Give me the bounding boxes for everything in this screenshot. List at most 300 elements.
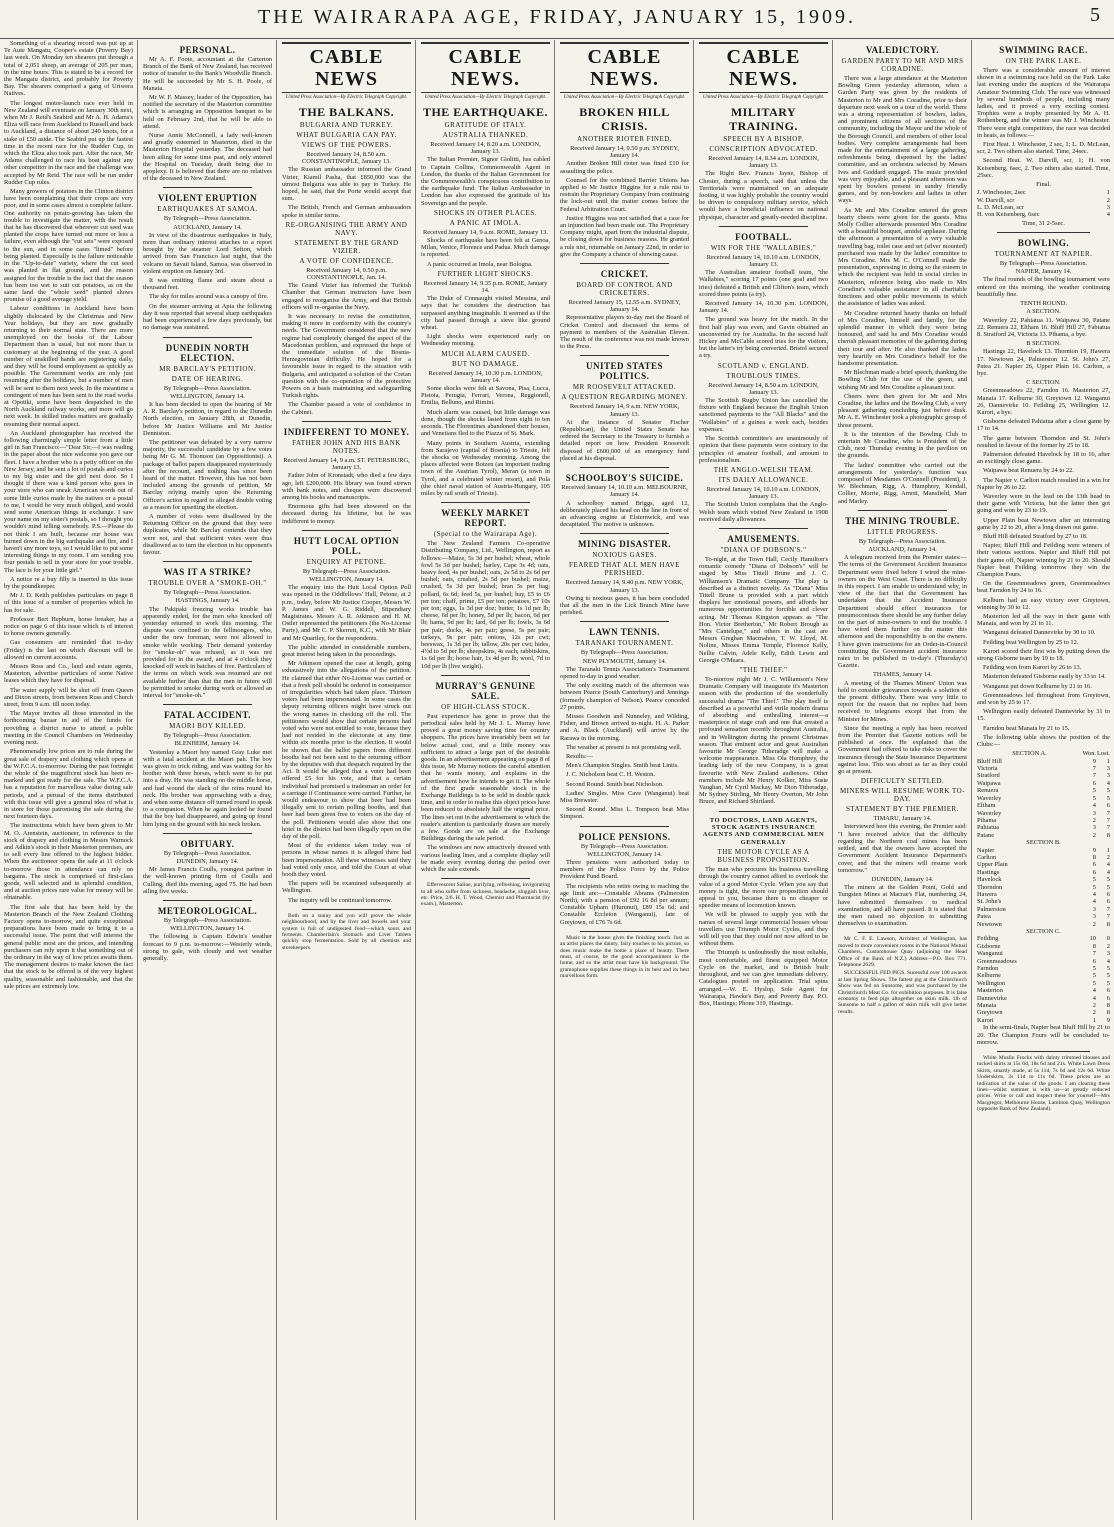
dateline: WELLINGTON, January 14.: [170, 925, 245, 933]
club-cell: Pahiatua: [977, 824, 1000, 832]
paragraph: Phenomenally low prices are to rule during the great sale of drapery and clothing which opens at the W.F.C.A. to-morrow. During the past fortnight the whole of the magnificent stock has been re-marked and got ready for the sale. The W.F.C.A. has a reputation for marvellous value during sale periods, and a perusal of the items distributed with this issue will give a general idea of what is in store for those patronising the sale during the next fourteen days.: [4, 748, 133, 821]
won-cell: 4: [1092, 890, 1096, 898]
credit-line: By Telegraph—Press Association.: [302, 567, 391, 575]
section-header: CABLE NEWS: [282, 42, 411, 93]
lost-cell: 4: [1106, 957, 1110, 965]
paragraph: To-night, at the Town Hall, Cecily Hamilton's romantic comedy "Diana of Dobson's" will be staged by Miss Tittell Brune and J. C. Williamson's Dramatic Company. The play is described as a distinct novelty. As "Diana" Miss Tittell Brune is provided with a part which displays her emotional powers, and affords her numerous opportunities for forcible and clever acting. Mr Thomas Kingston appears as "The Hon. Victor Bretherton," Mr Robert Brough as "Mrs Cantelupe," and others in the cast are Messrs Greghan Macmahon, T. W. Lloyd, M. Noline, Misses Emma Temple, Florence Kelly, Nellie Calvin, Adele Kelly, Edith Lewis and Georgie O'Meara.: [699, 555, 828, 664]
result-paragraph: Waverley were in the lead on the 13th head in their game with Victoria, but the latter then got going and won by 23 to 19.: [977, 492, 1110, 515]
column-2: [139, 40, 276, 1520]
table-row: [977, 772, 1110, 779]
lost-cell: 4: [1106, 868, 1110, 876]
article-subheading: MUCH ALARM CAUSED.: [441, 349, 530, 358]
advertisement: Mr C. F. E. Lawson, Architect of Wellington, has moved to more convenient rooms in the National Mutual Chambers, Customhouse Quay (adjoining the Head Office of the Bank of N.Z.) Address—P.O. Box 771. Telephone 2629.: [838, 936, 967, 968]
lost-cell: 7: [1106, 816, 1110, 824]
article-heading: BOWLING.: [1017, 238, 1070, 249]
result-paragraph: The Napier v. Carlton match resulted in a win for Napier by 26 to 22.: [977, 476, 1110, 491]
club-cell: Napier: [977, 846, 995, 854]
heat-label: Final.: [1036, 181, 1051, 189]
paragraph: The ground was heavy for the match. In the first half play was even, and Gavin obtained an unconverted try for Australia. In the second half Hickey and McCable scored tries for the visitors, but the latter's try being converted. Bristol secured a try.: [699, 316, 828, 360]
paragraph: Father John of Kronstadt, who died a few days ago, left £200,000. His library was found strewn with bank notes, and cheques were discovered among his books and manuscripts.: [282, 472, 411, 501]
article-heading: AMUSEMENTS.: [727, 533, 800, 544]
article-subheading: "THE THIEF.": [739, 665, 788, 674]
won-cell: 10: [1089, 935, 1096, 943]
dateline: AUCKLAND, January 14.: [868, 545, 937, 553]
paragraph: There was a considerable amount of interest shown in a swimming race held on the Park Lake last evening under the auspices of the Wairarapa Amateur Swimming Club. The race was witnessed by several hundreds of people, including many ladies, and it proved a very exciting contest. Trophies were a trophy presented by Mr A. H. Rothenberg, and the winner was Mr J. Winchester. There were eight competitors, the race was decided in heats, as follows:—: [977, 67, 1110, 139]
result-paragraph: The game between Thorndon and St. John's resulted in favour of the former by 25 to 18.: [977, 434, 1110, 449]
divider: [302, 909, 391, 910]
won-cell: 3: [1092, 913, 1096, 921]
table-row: [977, 891, 1110, 898]
table-row: [977, 950, 1110, 957]
paragraph: The final rounds of the bowling tournament were entered on this morning, the weather continuing beautifully fine.: [977, 276, 1110, 298]
lost-cell: 5: [1106, 883, 1110, 891]
dateline: TIMARU, January 14.: [873, 815, 932, 823]
article-heading: FATAL ACCIDENT.: [164, 710, 251, 721]
paragraph: Many growers of potatoes in the Clinton district have been complaining that their crops are very poor, and in some cases almost a complete failure. One authority on potato-growing has taken the trouble to investigate the matter, with the result that he has discovered that wherever cut seed was planted the crops have turned out more or less a failure, even although the "cut sets" were exposed to the sun, and in some cases "limed" before being planted. Especially is the failure noticeable in the "Up-to-date" variety, where the cut seed was planted in flat ground, and the reason assigned for the trouble is the fact that the season has been too wet to suit cut potatoes, as on the same land the "whole seed" planted shows promise of a good average yield.: [4, 188, 134, 304]
paragraph: Hastings 22, Havelock 13. Thornton 19, Hawera 17. Newtown 24, Palmerston 12. St. John's 27, Patea 21. Napier 26, Upper Plain 16. Carlton, a bye.: [977, 348, 1110, 377]
paragraph: Cheers were then given for Mr and Mrs Coradine, the ladies and the Bowling Club, a very pleasant gathering concluding just before dusk. Mr A. E. Winchester took a photographic group of those present.: [838, 392, 967, 429]
lost-cell: 7: [1106, 809, 1110, 817]
advertisement: Music in the house gives the finishing touch. Just as an artist places the dainty, fairy touches to his picture, so does music make the home a place of beauty. There must, of course, be the good accompaniment in the home, and so the artist must have his background. The gramophone supplies these things in its best and its best marvellous form.: [560, 934, 689, 980]
column-header: SECTION A.: [1012, 750, 1047, 758]
paragraph: Most of the evidence taken today was of persons in whose names it is alleged there had been impersonation. All these witnesses said they had voted only once, and told the Court at what booth they voted.: [282, 842, 411, 879]
club-cell: Havelock: [977, 876, 1002, 884]
paragraph: Received January 14, 10.30 p.m. LONDON, January 14.: [699, 300, 828, 315]
lost-cell: 5: [1106, 876, 1110, 884]
paragraph: Results:—: [566, 752, 593, 760]
paragraph: The Duke of Connaught visited Messina, and says that he considers the destruction has surpassed anything imaginable. It seemed as if the city had passed through a sieve like ground wheat.: [421, 295, 550, 332]
article-heading: LAWN TENNIS.: [589, 627, 660, 638]
article-subheading: MR BARCLAY'S PETITION.: [159, 364, 256, 373]
paragraph: Second Round. Smith beat Nicholson.: [566, 780, 664, 788]
divider: [719, 528, 808, 529]
article-subheading: A QUESTION REGARDING MONEY.: [561, 393, 688, 402]
won-cell: 3: [1092, 905, 1096, 913]
placing: 3: [1106, 204, 1110, 212]
paragraph: The miners at the Golden Point, Gold and Tungsten Mines at Macrae's Flat, numbering 24, have submitted themselves to medical examination, and all have passed. It is stated that the men raised no objection to submitting themselves to examination.: [838, 884, 967, 928]
table-row: [977, 847, 1110, 854]
dateline: WELLINGTON, January 14.: [587, 850, 662, 858]
column-3: [278, 40, 415, 1520]
table-row: [977, 995, 1110, 1002]
paragraph: Mr Atkinson opened the case at length, going exhaustively into the allegations of the petition. He claimed that either No-License was carried or that a fresh poll should be ordered in consequence of irregularities which had taken place. Thirteen voters had been impersonated. In some cases the deputy returning officers might have struck out the wrong names in checking off the roll. The petitioners would show that certain persons had voted who were not entitled to vote, because they had not resided in the electorate at any time within six months prior to the election. It would be shown that the ballot papers from different booths had not been sent to the returning officer by the deputies with that despatch required by the Act. It would be alleged that a voter had been offered £5 for his vote, and that a certain individual had promised a tradesman an order for a carriage if Continuance were carried. Further, he would endeavour to show that beer had been illegally sent to certain polling booths, and that beer had been given free to voters on the day of the poll. Petitioners would also show that one hotel in the district had been illegally open on the day of the poll.: [282, 660, 411, 841]
won-cell: 5: [1092, 794, 1096, 802]
divider: [580, 931, 669, 932]
club-cell: Patea: [977, 913, 991, 921]
section-label: SECTION B.: [1026, 839, 1061, 847]
paragraph: Interviewed here this evening, the Premier said: "I have received advice that the difficulty regarding the Northern coal mines has been settled, and that the owners have accepted the Government Accident Insurance Department's cover, and that the miners will resume work tomorrow.": [838, 823, 967, 874]
lost-cell: 4: [1106, 779, 1110, 787]
placing: 4: [1106, 211, 1110, 219]
article-heading: DUNEDIN NORTH ELECTION.: [165, 342, 250, 363]
article-heading: VALEDICTORY.: [865, 45, 940, 55]
club-cell: Waverley: [977, 794, 1002, 802]
club-cell: Patane: [977, 831, 995, 839]
club-cell: Wanganui: [977, 950, 1003, 958]
section-label: B SECTION.: [1026, 340, 1061, 348]
paragraph: Mr A. F. Foote, accountant at the Carterton Branch of the Bank of New Zealand, has received notice of transfer to the Bank's Woodville Branch. He will be succeeded by Mr S. H. Poole, of Manaia.: [143, 56, 272, 92]
paragraph: Labour conditions in Auckland have been slightly dislocated by the Christmas and New Year holidays, but they are now gradually returning to their normal state. There are more unemployed on the books of the Labour Department than is usual, but not more than is customary at the beginning of the year. A good number of unskilled hands are registering daily, and they will be found employment as quickly as possible. The Government works are only just resuming after the holidays, but a number of men will be sent to them next week. In the meantime a contingent of men has been sent to the road works at Opotiki, some have been despatched to the North Auckland railway works, and more will go next week. In skilled trades matters are gradually resuming their normal aspect.: [4, 305, 133, 428]
lost-cell: 6: [1106, 802, 1110, 810]
article-subheading: THE ANGLO-WELSH TEAM.: [713, 465, 814, 474]
article-heading: INDIFFERENT TO MONEY.: [283, 426, 410, 437]
club-cell: Newtown: [977, 920, 1002, 928]
paragraph: Justice Higgins was not satisfied that a case for an injunction had been made out. The Proprietary Company might, apart from the industrial dispute, be closing down for business reasons. He granted a rule nisi, returnable on January 22nd, in order to give the Company a chance of showing cause.: [560, 214, 689, 258]
column-1: [0, 40, 137, 1520]
result-paragraph: Wanganui put down Kelburne by 21 to 16.: [983, 682, 1092, 690]
table-row: [977, 935, 1110, 942]
placing: 1: [1106, 189, 1110, 197]
won-cell: 4: [1092, 898, 1096, 906]
won-cell: 4: [1092, 987, 1096, 995]
article-heading: BROKEN HILL CRISIS.: [579, 105, 670, 133]
lost-cell: 8: [1106, 831, 1110, 839]
paragraph: Owing to noxious gases, it has been concluded that all the men in the Lick Branch Mine have perished.: [560, 594, 689, 617]
won-cell: 5: [1092, 979, 1096, 987]
lost-cell: 0: [1106, 935, 1110, 943]
credit-line: United Press Association—By Electric Telegraph Copyright.: [563, 95, 686, 100]
paragraph: There was a large attendance at the Masterton Bowling Green yesterday afternoon, when a Garden Party was given by the residents of Masterton to Mr and Mrs Coradine, prior to their departure next week on a tour of the world. There was a strong representation of bowlers, ladies, and prominent citizens of all sections of the community, including the Mayor and the whole of the Borough Council, and members of other local bodies. Very complete arrangements had been made for the entertainment of a large gathering, refreshments being dispensed by the ladies' committee, and an orchestra selected by Messrs Ives and Goddard engaged. The music provided was very enjoyable, and a pleasant afternoon was spent by bowlers present in sundry friendly games, and by non-bowlers and ladies in other ways.: [838, 75, 967, 205]
divider: [163, 833, 252, 834]
won-cell: 7: [1092, 765, 1096, 773]
dateline: Received January 14, 9 a.m. ST. PETERSBURG, January 13.: [283, 456, 410, 472]
club-cell: Wellington: [977, 979, 1006, 987]
paragraph: Second Heat. W. Darvill, scr, 1; H. von Keisenberg, 6sec, 2. Two others also started. Time, 25sec.: [977, 157, 1110, 179]
won-cell: 2: [1092, 920, 1096, 928]
club-cell: Pihama: [977, 816, 997, 824]
article-subheading: LITTLE PROGRESS.: [867, 527, 938, 536]
article-heading: VIOLENT ERUPTION: [157, 193, 258, 204]
final-time: Time, 31 2-5sec.: [1022, 219, 1065, 227]
article-subheading: TROUBLOUS TIMES.: [726, 371, 801, 380]
divider: [719, 811, 808, 812]
result-paragraph: Wanganui defeated Dannevirke by 30 to 10.: [983, 629, 1096, 637]
section-header: CABLE NEWS.: [699, 42, 828, 93]
masthead: [0, 0, 1114, 39]
result-paragraph: Gisborne defeated Pahiatua after a close game by 17 to 14.: [977, 418, 1110, 433]
divider: [163, 337, 252, 338]
divider: [441, 878, 530, 879]
dateline: Received January 14, 8.20 a.m. LONDON, January 13.: [430, 141, 541, 156]
paragraph: On the steamer arriving at Apia the following day it was reported that several sharp earthquakes had been experienced a few days previously, but no damage was sustained.: [143, 302, 272, 332]
table-row: [977, 758, 1110, 765]
club-cell: Kelburne: [977, 972, 1001, 980]
result-paragraph: Feilding won from Karori by 26 to 13.: [983, 664, 1082, 672]
won-cell: 5: [1092, 965, 1096, 973]
divider: [580, 467, 669, 468]
result-paragraph: Farndon beat Manaia by 21 to 15.: [983, 724, 1070, 732]
paragraph: The following is Captain Edwin's weather forecast to 9 p.m. to-morrow:—Westerly winds, strong to gale, with cloudy and wet weather generally.: [143, 933, 272, 963]
won-cell: 7: [1092, 772, 1096, 780]
paragraph: It is the intention of the Bowling Club to entertain Mr Coradine, who is President of the Club, next Thursday evening in the pavilion on the grounds.: [838, 430, 967, 460]
article-subheading: ANOTHER RIOTER FINED.: [576, 135, 673, 143]
won-cell: 6: [1092, 957, 1096, 965]
divider: [163, 704, 252, 705]
paragraph: Light shocks were experienced early on Wednesday morning.: [421, 333, 550, 348]
dateline: NAPIER, January 14.: [1015, 268, 1072, 276]
article-heading: MILITARY TRAINING.: [729, 105, 798, 133]
article-heading: THE BALKANS.: [298, 105, 395, 119]
lost-cell: 9: [1106, 1016, 1110, 1024]
result-paragraph: Kelburn had an easy victory over Greytown, winning by 30 to 12.: [977, 596, 1110, 611]
article-subheading: SCOTLAND v. ENGLAND.: [717, 361, 810, 370]
club-cell: Carlton: [977, 853, 997, 861]
club-cell: Waipawa: [977, 779, 1001, 787]
paragraph: The New Zealand Farmers Co-operative Distributing Company, Ltd., Wellington, report as follows:—Maize, 5s 3d per bushel; wheat, whole fowl 5s 3d per bushel; barley, Cape 3s 4d; oats, heavy feed, 4s per bushel; oats, 2s 5d to 2s 6d per bushel; oats, crushed, 2s 5d per bushel; maize, crushed, 5s 3d per bushel; bran 5s per bag; pollard, 6s 6d; feed 5s, per bushel; hay, £5 to £6 per ton; chaff, prime, £5 per ton; potatoes, £7 10s per ton; eggs, 1s 3d per doz; butter, 1s 1d per lb; cheese, 6d per lb; honey, 5d per lb; bacon, 6d per lb; hams, 9d per lb; lard, 6d per lb; fowls, 3s 6d per pair; ducks, 4s per pair; geese, 5s per pair; turkeys, 9s per pair; onions, 12s per cwt; beeswax, 1s 3d per lb; tallow, 20s per cwt; hides, 4½d to 5d per lb; sheepskins, 4s each; rabbitskins, 1s 6d per lb; horse hair, 1s 4d per lb; wool, 7d to 10d per lb (live weight).: [421, 540, 550, 670]
won-cell: 4: [1092, 994, 1096, 1002]
paragraph: Messrs Ross and Co., land and estate agents, Masterton, advertise particulars of some Native leases which they have for disposal.: [4, 663, 133, 685]
table-row: [977, 980, 1110, 987]
club-cell: Upper Plain: [977, 861, 1008, 869]
article-subheading: BOARD OF CONTROL AND CRICKETERS.: [576, 281, 673, 298]
won-cell: 5: [1092, 876, 1096, 884]
paragraph: The first sale that has been held by the Masterton Branch of the New Zealand Clothing Factory opens to-morrow, and quite exceptional preparations have been made to bring it to a successful issue. The point that will interest the general public most are the prices, and intending purchasers can rely upon it that something out of the ordinary in the way of low prices awaits them. The management desires to make known the fact that the stock to be offered is of the very highest quality, seasonable and fashionable, and that the sale prices are extremely low.: [4, 903, 133, 990]
credit-line: United Press Association—By Electric Telegraph Copyright.: [285, 95, 408, 100]
table-row: [977, 943, 1110, 950]
dateline: DUNEDIN, January 14.: [176, 858, 239, 866]
paragraph: A schoolboy named Briggs, aged 12, deliberately placed his head on the line in front of an advancing engine at Elsternwick, and was decapitated. The motive is unknown.: [560, 499, 689, 529]
lost-cell: 8: [1106, 1009, 1110, 1017]
paragraph: It was emitting flame and steam about a thousand feet.: [143, 277, 272, 292]
article-subheading: GARDEN PARTY TO MR AND MRS CORADINE.: [841, 57, 964, 73]
result-paragraph: Upper Plain beat Newtown after an interesting game by 22 to 20, after a long drawn out game.: [977, 516, 1110, 531]
article-subheading: AUSTRALIA THANKED.: [442, 131, 529, 139]
article-subheading: VIEWS OF THE POWERS.: [301, 141, 392, 149]
credit-line: By Telegraph—Press Association.: [580, 649, 669, 657]
won-cell: 7: [1092, 950, 1096, 958]
article-heading: SWIMMING RACE.: [999, 45, 1088, 55]
table-header-row: [977, 750, 1110, 757]
table-row: [977, 898, 1110, 905]
paragraph: In view of the disastrous earthquakes in Italy, more than ordinary interest attaches to a report brought by the steamer Lord Sefton, which arrived from San Francisco last night, that the volcano on Savaii Island, Samoa, was observed in violent eruption on January 3rd.: [143, 231, 272, 275]
paragraph: Three pensions were authorised today to members of the Police Force by the Police Provident Fund Board.: [560, 859, 689, 881]
article-heading: WAS IT A STRIKE?: [163, 567, 252, 578]
article-heading: MINING DISASTER.: [577, 539, 672, 550]
paragraph: The public attended in considerable numbers, great interest being taken in the proceedings.: [282, 643, 411, 658]
paragraph: The Scottish committee's are unanimously of opinion that these payments were contrary to the principles of amateur football, and amount to professionalism.: [699, 435, 828, 464]
result-paragraph: The following table shows the position of the Clubs:—: [977, 733, 1110, 749]
won-cell: 9: [1092, 757, 1096, 765]
club-cell: Palmerston: [977, 905, 1006, 913]
paragraph: The Pakipaki freezing works trouble has apparently ended, for the men who knocked off yesterday returned to work this morning. The dispute was confined to the fellmongers, who, under the new foreman, were not allowed to smoke while working. Their demand yesterday for "smoke-oh" was refused, as it was not provided for in the award, and at 4 o'clock they knocked off work in batches of five. Particulars of the terms on which work was resumed are not available further than that the men in future will be permitted to smoke during work or allowed an interval for "smoke-oh.": [143, 605, 272, 700]
table-row: [977, 965, 1110, 972]
result-paragraph: Wellington easily defeated Dannevirke by 31 to 15.: [977, 708, 1110, 723]
table-row: [977, 1002, 1110, 1009]
credit-line: By Telegraph—Press Association.: [163, 215, 252, 223]
paragraph: The recipients who retire owing to reaching the age limit are:—Constable Abrams (Palmerston North), with a pension of £92 16 8d per annum; Constable Upham (Hurunui), £89 15s 6d; and Constable Eccleton (Wanganui), late of Greytown, of £76 7s 6d.: [560, 882, 689, 926]
table-row: [977, 876, 1110, 883]
dateline: Received January 14, 8.34 a.m. LONDON, January 13.: [708, 155, 819, 170]
divider: [441, 502, 530, 503]
won-cell: 5: [1092, 787, 1096, 795]
article-subheading: BUT NO DAMAGE.: [452, 359, 519, 368]
table-row: [977, 854, 1110, 861]
paragraph: Counsel for the combined Barrier Unions has applied to Mr Justice Higgins for a rule nisi to restrain the Proprietary Company from continuing the lock-out until the matter comes before the Federal Arbitration Court.: [560, 176, 689, 213]
table-row: [977, 972, 1110, 979]
won-cell: 2: [1092, 831, 1096, 839]
article-subheading: A PANIC AT IMOLA.: [449, 218, 522, 227]
column-rule: [276, 40, 277, 1520]
dateline: Received January 14, 9.40 p.m. NEW YORK, January 13.: [565, 579, 684, 594]
results-list: [977, 418, 1110, 748]
article-subheading: RE-ORGANISING THE ARMY AND NAVY.: [285, 220, 408, 237]
section-header-row: [977, 928, 1110, 935]
article-heading: MURRAY'S GENUINE SALE.: [435, 680, 536, 701]
paragraph: At the instance of Senator Fischer (Republican), the United States Senate has ordered the Secretary to the Treasury to furnish a detailed report on how President Roosevelt disposed of £600,000 of an emergency fund placed at his disposal.: [560, 418, 689, 462]
paragraph: Mr Blechman made a brief speech, thanking the Bowling Club for the use of the green, and wishing Mr and Mrs Coradine a pleasant tour.: [838, 369, 967, 391]
paragraph: Mr W. F. Massey, leader of the Opposition, has notified the secretary of the Masterton committee which is arranging an Opposition banquet to be held on February 2nd, that he will be able to attend.: [143, 94, 272, 130]
section-label: A SECTION.: [1026, 308, 1061, 316]
paragraph: The instructions which have been given to Mr M. O. Arenstein, auctioneer, in reference to the stock of drapery and clothing in Messrs Warnock and Adkin's stock in their Masterton premises, are to sell every line offered to the highest bidder. When the auctioneer opens the sale at 11 o'clock to-morrow those in attendance can rely on bargains. The stock is comprised of first-class goods, well selected and in splendid condition, and at auction prices rare value for money will be obtainable.: [4, 822, 133, 902]
paragraph: The papers will be examined subsequently at Wellington.: [282, 880, 411, 895]
paragraph: A notice re a buy filly is inserted in this issue by the poundkeeper.: [4, 575, 133, 591]
article-subheading: TOURNAMENT AT NAPIER.: [994, 250, 1093, 259]
club-cell: St. John's: [977, 898, 1002, 906]
club-cell: Greenmeadows: [977, 957, 1017, 965]
article-heading: WEEKLY MARKET REPORT.: [441, 508, 530, 529]
divider: [580, 826, 669, 827]
paragraph: Professor Bert Hepburn, horse breaker, has a notice on page 6 of this issue which is of interest to horse owners generally.: [4, 615, 133, 638]
lost-cell: 5: [1106, 794, 1110, 802]
paragraph: Yesterday a Maori boy named Gray Luke met with a fatal accident at the Maori pah. The boy was given to trick riding, and was waiting for his brother with three horses, which were to be put into a dray. He was standing on the middle horse, and had wound the slack of the reins round his neck. His brother was approaching with a dray, and when some distance off turned round to speak to a companion. When he again looked he found that the boy had disappeared, and going up found him lying on the ground with his neck broken.: [143, 748, 272, 828]
divider: [858, 510, 947, 511]
paragraph: The Chamber passed a vote of confidence in the Cabinet.: [282, 401, 411, 416]
paragraph: Greenmeadows 22, Farndon 16. Masterton 27, Manaia 17. Kelburne 30, Greytown 12. Wanganui 26, Dannevirke 10. Feilding 25, Wellington 12. Karori, a bye.: [977, 387, 1110, 416]
article-subheading: TARANAKI TOURNAMENT.: [575, 639, 674, 648]
lost-cell: 7: [1106, 824, 1110, 832]
dateline: Received January 14, 10.10 a.m. MELBOURNE, January 14.: [561, 484, 688, 499]
column-rule: [832, 40, 833, 1520]
lost-cell: 6: [1106, 890, 1110, 898]
credit-line: By Telegraph—Press Association.: [163, 917, 252, 925]
paragraph: J. C. Nicholson beat C. H. Weston.: [566, 771, 656, 779]
table-row: [977, 987, 1110, 994]
won-cell: 8: [1092, 853, 1096, 861]
table-row: [977, 787, 1110, 794]
article-subheading: STATEMENT BY THE GRAND VIZIER.: [294, 238, 399, 255]
club-cell: Farndon: [977, 965, 999, 973]
paragraph: The windows are now attractively dressed with various leading lines, and a complete display will be made every evening during the period over which the sale extends.: [421, 844, 550, 874]
lost-cell: 8: [1106, 920, 1110, 928]
divider: [719, 226, 808, 227]
paragraph: The Taranaki Tennis Association's Tournament opened to-day in good weather.: [560, 665, 689, 680]
won-cell: 6: [1092, 868, 1096, 876]
lost-cell: 5: [1106, 979, 1110, 987]
paragraph: The Scottish Union complains that the Anglo-Welsh team which visited New Zealand in 1908 received daily allowances.: [699, 501, 828, 523]
dateline: AUCKLAND, January 14.: [173, 223, 242, 231]
table-row: [977, 802, 1110, 809]
dateline: THAMES, January 14.: [873, 671, 932, 679]
lost-cell: 7: [1106, 905, 1110, 913]
credit-line: By Telegraph—Press Association.: [163, 589, 252, 597]
table-row: [977, 197, 1110, 204]
divider: [163, 561, 252, 562]
paragraph: The enquiry into the Hutt Local Option Poll was opened in the Oddfellows' Hall, Petone, at 2 p.m., today, before Mr Justice Cooper, Messrs W. P. James and W. G. Riddell, Stipendiary Magistrates. Messrs A. R. Atkinson and H. M. Ostler represented the petitioners (the No-License Party), and Mr C. P. Skerrett, K.C., with Mr Blair and Mr Quartley, for the respondents.: [282, 584, 411, 642]
article-subheading: OF HIGH-CLASS STOCK.: [441, 702, 530, 711]
section-label: C SECTION.: [1026, 379, 1061, 387]
table-row: [977, 884, 1110, 891]
article-subheading: STATEMENT BY THE PREMIER.: [846, 805, 959, 814]
result-paragraph: Napier, Bluff Hill and Feilding were winners of their various sections. Napier and Bluff Hill put their game off, Napier winning by 21 to 20. Should Napier beat Feilding tomorrow they win the Champion Fours.: [977, 542, 1110, 578]
article-subheading: EARTHQUAKES AT SAMOA.: [157, 205, 258, 214]
credit-line: By Telegraph—Press Association.: [999, 260, 1088, 268]
table-row: [977, 824, 1110, 831]
advertisement: Effervescent Saline, purifying, refreshing, invigorating to all who suffer from sickness, headache, sluggish liver, etc. Price, 2/6. H. T. Wood, Chemist and Pharmacist (by exam.), Masterton.: [421, 882, 550, 908]
table-row: [977, 211, 1110, 218]
divider: [580, 355, 669, 356]
article-heading: TO DOCTORS, LAND AGENTS, STOCK AGENTS INSURANCE AGENTS AND COMMERCIAL MEN GENERALLY: [702, 816, 825, 846]
credit-line: By Telegraph—Press Association.: [580, 842, 669, 850]
lost-cell: 5: [1106, 787, 1110, 795]
article-subheading: GRATITUDE OF ITALY.: [444, 121, 527, 129]
paragraph: The weather at present is not promising well.: [566, 743, 682, 751]
article-subheading: TROUBLE OVER A "SMOKE-OH.": [148, 579, 267, 588]
paragraph: Shocks of earthquake have been felt at Genoa, Milan, Venice, Florence and Padua. Much damage is reported.: [421, 237, 550, 259]
table-row: [977, 921, 1110, 928]
paragraph: A meeting of the Thames Miners' Union was held to consider grievances towards a solution of the present difficulty. There was very little to report for the reason that no replies had been received to telegrams except that from the Minister for Mines.: [838, 679, 967, 723]
won-cell: 6: [1092, 779, 1096, 787]
paragraph: Much alarm was caused, but little damage was done, though the shocks lasted from eight to ten seconds. The Florentines abandoned their houses, and Venetians fled to the Piazza of St. Mark.: [421, 408, 550, 438]
swimmer-name: H. von Keisenberg, 6sec: [977, 211, 1040, 219]
local-news: [4, 40, 133, 990]
result-paragraph: Bluff Hill defeated Stratford by 27 to 18.: [983, 532, 1088, 540]
divider: [580, 621, 669, 622]
column-5: [556, 40, 693, 1520]
page-number: 5: [1090, 4, 1100, 26]
paragraph: Mr Coradine returned hearty thanks on behalf of Mrs Coradine, himself and family, for the splendid manner in which they were being honoured, and said he and Mrs Coradine would cherish pleasant memories of the gathering during their tour and after. He also thanked the ladies very heartily on Mrs Coradine's behalf for the handsome presentation.: [838, 309, 967, 367]
paragraph: Past experience has gone to prove that the periodical sales held by Mr J. L. Murray have proved a great money saving time for country shoppers. The prices have invariably been set far below actual cost, and a little money was sufficient to attract a large part of the desirable goods. In an advertisement appearing on page 8 of this issue, Mr Murray notices the careful attention that he wants money, and explains in the advertisement how he intends to get it. The whole of the first grade seasonable stock in the Exchange Buildings is to be sold in double quick time, and in order to realise this object prices have been reduced to absolutely half the original price. The lines set out in the advertisement to which the reader's attention is particularly drawn are merely a few. Goods are on sale at the Exchange Buildings during the sale period.: [421, 712, 551, 843]
club-cell: Hastings: [977, 868, 1000, 876]
paragraph: The sky for miles around was a canopy of fire.: [149, 293, 269, 301]
paragraph: Men's Champion Singles. Smith beat Lintis.: [566, 762, 679, 770]
column-rule: [693, 40, 694, 1520]
result-paragraph: Palmerston defeated Havelock by 18 to 16, after an excitingly close game.: [977, 450, 1110, 466]
lost-cell: 3: [1106, 765, 1110, 773]
credit-line: By Telegraph—Press Association.: [163, 384, 252, 392]
column-4: [417, 40, 554, 1520]
result-paragraph: On the Greenmeadows green, Greenmeadows beat Farndon by 24 to 16.: [977, 580, 1110, 595]
advertisement: SUCCESSFUL FED PIGS. Sucessful over 100 awards at last Spring Shows. The fattest pig at the Christchurch Show was fed on Sunsome, and was purchased by the Christchurch Meat Co. for exhibition purposes. It is false economy to feed pigs altogether on skim milk. 1lb of Sunsome to half a gallon of skim milk will give better results.: [838, 970, 967, 1015]
paragraph: Enormous gifts had been showered on the deceased during his lifetime, but he was indifferent to money.: [282, 503, 411, 525]
newspaper-title: THE WAIRARAPA AGE, FRIDAY, JANUARY 15, 1909.: [257, 6, 856, 28]
paragraph: Waverley 22, Pahiatua 11. Waipawa 30, Patane 22. Renuera 22, Eltham 16. Bluff Hill 27, Fabiatua 8. Stratford 24, Victoria 13. Pihama, a bye.: [977, 316, 1110, 338]
column-rule: [971, 40, 972, 1520]
article-subheading: FEARED THAT ALL MEN HAVE PERISHED.: [569, 561, 680, 578]
club-cell: Bluff Hill: [977, 757, 1002, 765]
divider: [580, 263, 669, 264]
paragraph: Misses Goodwin and Nunneley, and Wilding, Fisher, and Brown arrived to-night. H. A. Parker and A. Black (Auckland) will arrive by the Rarawa in the morning.: [560, 712, 689, 742]
credit-line: United Press Association—By Electric Telegraph Copyright.: [702, 95, 825, 100]
paragraph: The Australian amateur football team, "the Wallabies," scoring 17 points (one goal and two tries) defeated a British and Clifton's team, which scored three points (a try).: [699, 269, 828, 298]
article-heading: PERSONAL.: [179, 45, 236, 55]
dateline: BLENHEIM, January 14.: [174, 740, 241, 748]
article-heading: THE MINING TROUBLE.: [845, 515, 960, 526]
paragraph: To-morrow night Mr J. C. Williamson's New Dramatic Company will inaugurate it's Masterton season with the production of the wonderfully successful drama "The Thief." The play itself is described as a powerful and virile modern drama of absorbing and enthralling interest—a masterpiece of stage craft and one that created a profound sensation recently throughout Australia, and in Wellington during the present Christmas season. That eminent actor and great Australian favourite Mr George Titheradge will make a welcome reappearance. Miss Ola Humphrey, the leading lady of the new Company, is a great favourite with New Zealand audiences. Other members include Mr Henry Kolker, Miss Susie Vaughan, Mr Cyril Mackay, Mr Dion Titheradge, Mr Sydney Stirling, Mr Henry Overton, Mr John Bruce, and Richard Shirtland.: [699, 675, 828, 806]
article-subheading: MR ROOSEVELT ATTACKED.: [572, 383, 677, 392]
section-header-row: [977, 839, 1110, 846]
divider: [580, 533, 669, 534]
paragraph: First Heat. J. Winchester, 2 sec, 1; L. D. McLean, scr, 2. Two others also started. Time, 24sec.: [977, 141, 1110, 156]
table-row: [977, 906, 1110, 913]
section-label: SECTION C.: [1026, 928, 1061, 936]
dateline: Received January 14, 10.30 p.m. LONDON, January 14.: [428, 369, 543, 384]
result-paragraph: Masterton defeated Gisborne easily by 33 to 14.: [983, 673, 1106, 681]
article-subheading: SPEECH BY A BISHOP.: [723, 135, 804, 143]
club-cell: Thorndon: [977, 883, 1003, 891]
lost-cell: 6: [1106, 987, 1110, 995]
club-cell: Masterton: [977, 987, 1003, 995]
paragraph: It was necessary to revise the constitution, making it more in conformity with the country's needs. The Government considered that the new regime had completely changed the aspect of the Macedonian problem, and expressed the hope of the immediate solution of the Bosnia-Herzegovinian difficulty. He hoped for a favourable issue in regard to the situation with Bulgaria, and anticipated a solution of the Cretan question with the co-operation of the protective Powers on a basis maintaining and safeguarding Turkish rights.: [282, 313, 411, 400]
